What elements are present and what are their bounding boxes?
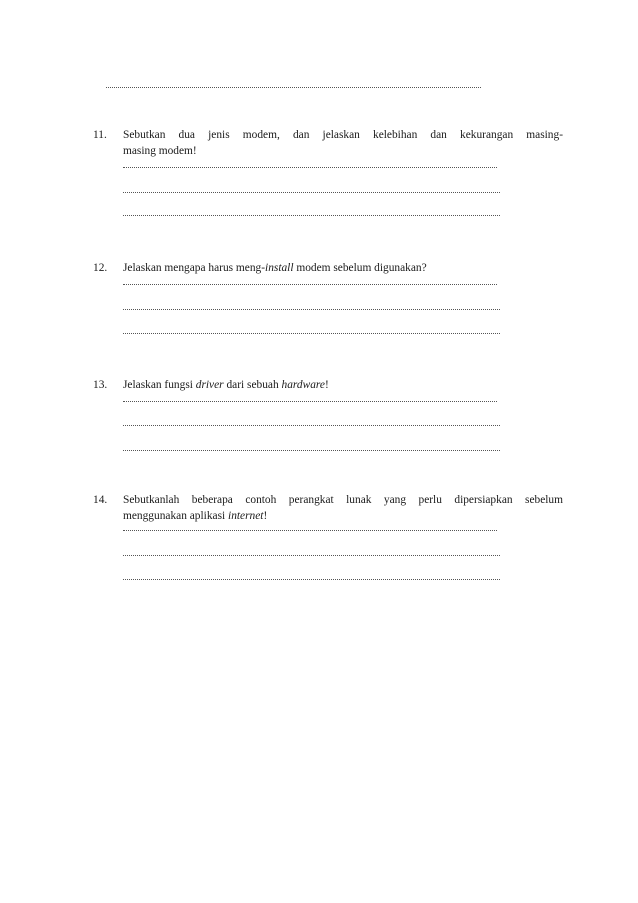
- question-number: 12.: [93, 262, 108, 274]
- question-text-line-2: masing modem!: [123, 145, 197, 157]
- answer-line[interactable]: [123, 555, 500, 556]
- italic-term: hardware: [281, 379, 325, 391]
- question-number: 13.: [93, 379, 108, 391]
- answer-line[interactable]: [123, 309, 500, 310]
- question-text-line-1: Sebutkanlah beberapa contoh perangkat lunak yang perlu dipersiapkan sebelum: [123, 494, 563, 506]
- question-text-line-1: Sebutkan dua jenis modem, dan jelaskan kelebihan dan kekurangan masing-: [123, 129, 563, 141]
- italic-term: internet: [228, 510, 264, 522]
- italic-term: driver: [195, 379, 224, 391]
- question-text: Jelaskan fungsi driver dari sebuah hardware!: [123, 379, 329, 391]
- answer-line[interactable]: [123, 579, 500, 580]
- answer-line[interactable]: [123, 167, 497, 168]
- answer-line[interactable]: [123, 530, 497, 531]
- question-number: 11.: [93, 129, 107, 141]
- answer-line[interactable]: [123, 333, 500, 334]
- answer-line[interactable]: [123, 401, 497, 402]
- question-text-line-2: menggunakan aplikasi internet!: [123, 510, 268, 522]
- answer-line[interactable]: [123, 425, 500, 426]
- answer-line[interactable]: [123, 284, 497, 285]
- question-text: Jelaskan mengapa harus meng-install modem sebelum digunakan?: [123, 262, 427, 274]
- answer-line[interactable]: [123, 192, 500, 193]
- answer-line[interactable]: [123, 215, 500, 216]
- question-number: 14.: [93, 494, 108, 506]
- answer-line[interactable]: [123, 450, 500, 451]
- answer-line-previous: [106, 87, 481, 88]
- italic-term: install: [265, 262, 294, 274]
